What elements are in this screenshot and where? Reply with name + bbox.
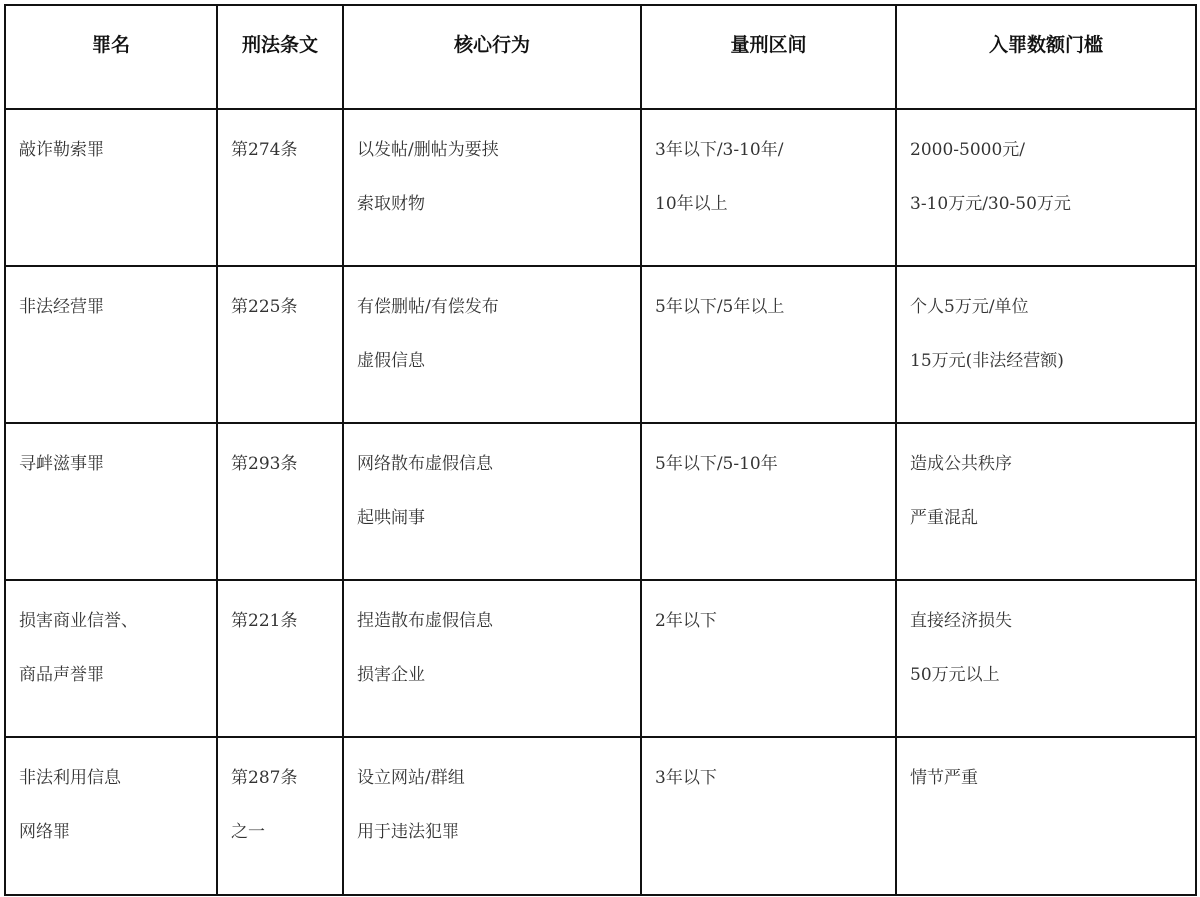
cell-line: 损害商业信誉、 (19, 611, 138, 631)
table-row (5, 423, 1196, 580)
cell-line: 第221条 (231, 611, 298, 631)
cell-line: 虚假信息 (357, 351, 425, 371)
cell-line: 之一 (231, 822, 265, 842)
cell-line: 3-10万元/30-50万元 (910, 194, 1071, 214)
cell-behavior (343, 737, 641, 895)
cell-crime-name (5, 266, 217, 423)
cell-article (217, 109, 343, 266)
table-body (5, 109, 1196, 895)
cell-line: 15万元(非法经营额) (910, 351, 1064, 371)
header-crime-name: 罪名 (5, 5, 217, 109)
header-criminal-law-article: 刑法条文 (217, 5, 343, 109)
cell-threshold (896, 109, 1196, 266)
cell-penalty (641, 423, 896, 580)
cell-behavior (343, 266, 641, 423)
cell-line: 10年以上 (655, 194, 728, 214)
cell-crime-name (5, 109, 217, 266)
cell-line: 网络散布虚假信息 (357, 454, 493, 474)
cell-behavior (343, 580, 641, 737)
cell-penalty (641, 109, 896, 266)
cell-line: 第293条 (231, 454, 298, 474)
crime-comparison-table (4, 4, 1197, 896)
table-row (5, 266, 1196, 423)
cell-line: 个人5万元/单位 (910, 297, 1029, 317)
cell-threshold (896, 266, 1196, 423)
table-row (5, 737, 1196, 895)
cell-line: 以发帖/删帖为要挟 (357, 140, 499, 160)
cell-line: 寻衅滋事罪 (19, 454, 104, 474)
cell-penalty (641, 737, 896, 895)
table-row (5, 580, 1196, 737)
cell-line: 第274条 (231, 140, 298, 160)
cell-article (217, 266, 343, 423)
cell-line: 50万元以上 (910, 665, 1000, 685)
table-row (5, 109, 1196, 266)
cell-line: 网络罪 (19, 822, 70, 842)
header-sentencing-range: 量刑区间 (641, 5, 896, 109)
cell-line: 2000-5000元/ (910, 140, 1025, 160)
cell-crime-name (5, 737, 217, 895)
cell-line: 非法经营罪 (19, 297, 104, 317)
cell-line: 直接经济损失 (910, 611, 1012, 631)
cell-line: 3年以下/3-10年/ (655, 140, 784, 160)
cell-line: 严重混乱 (910, 508, 978, 528)
cell-line: 损害企业 (357, 665, 425, 685)
cell-line: 索取财物 (357, 194, 425, 214)
cell-line: 敲诈勒索罪 (19, 140, 104, 160)
cell-threshold (896, 580, 1196, 737)
cell-penalty (641, 580, 896, 737)
cell-article (217, 737, 343, 895)
cell-line: 第287条 (231, 768, 298, 788)
cell-line: 第225条 (231, 297, 298, 317)
cell-penalty (641, 266, 896, 423)
cell-crime-name (5, 423, 217, 580)
cell-line: 造成公共秩序 (910, 454, 1012, 474)
cell-threshold (896, 423, 1196, 580)
cell-line: 商品声誉罪 (19, 665, 104, 685)
cell-line: 2年以下 (655, 611, 717, 631)
cell-line: 5年以下/5-10年 (655, 454, 778, 474)
cell-line: 捏造散布虚假信息 (357, 611, 493, 631)
cell-article (217, 423, 343, 580)
header-threshold-amount: 入罪数额门槛 (896, 5, 1196, 109)
cell-crime-name (5, 580, 217, 737)
cell-article (217, 580, 343, 737)
cell-line: 有偿删帖/有偿发布 (357, 297, 499, 317)
cell-threshold (896, 737, 1196, 895)
cell-line: 5年以下/5年以上 (655, 297, 785, 317)
cell-line: 非法利用信息 (19, 768, 121, 788)
header-core-behavior: 核心行为 (343, 5, 641, 109)
cell-line: 情节严重 (910, 768, 978, 788)
cell-line: 3年以下 (655, 768, 717, 788)
header-row (5, 5, 1196, 109)
cell-line: 用于违法犯罪 (357, 822, 459, 842)
table-header (5, 5, 1196, 109)
cell-behavior (343, 423, 641, 580)
cell-behavior (343, 109, 641, 266)
cell-line: 起哄闹事 (357, 508, 425, 528)
cell-line: 设立网站/群组 (357, 768, 465, 788)
